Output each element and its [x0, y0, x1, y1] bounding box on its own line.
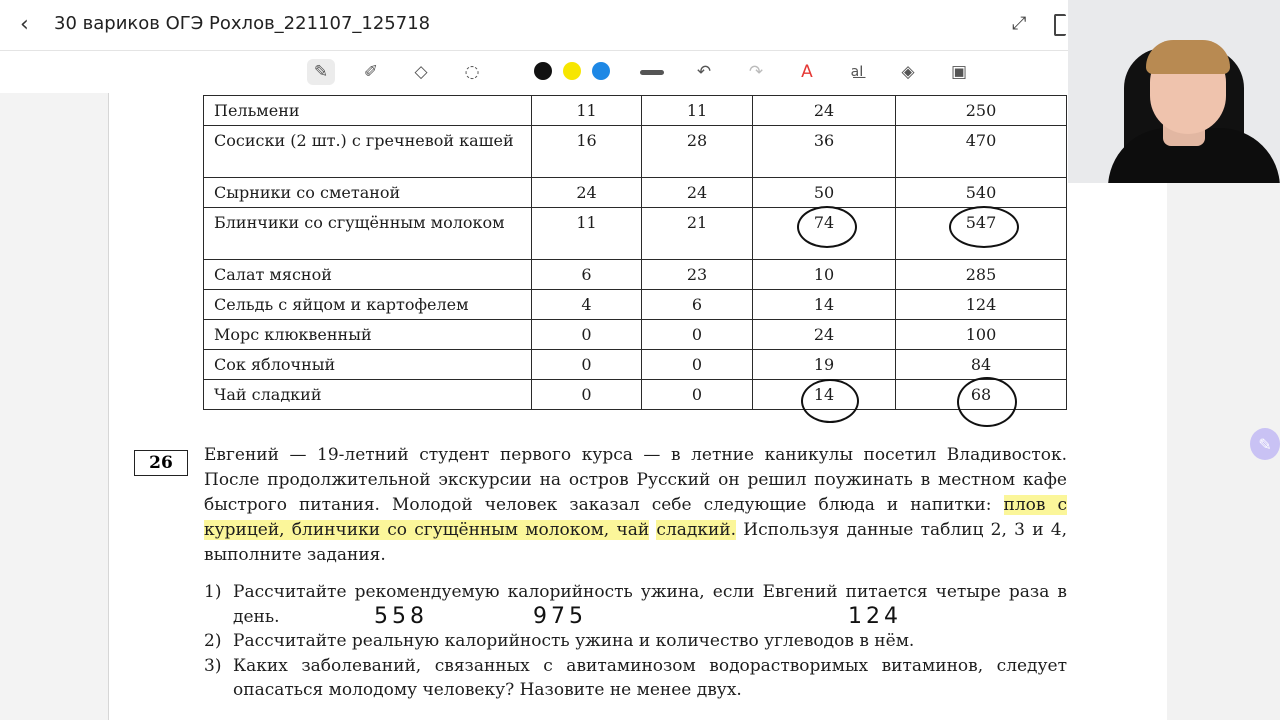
- dish-name-cell: Блинчики со сгущённым молоком: [204, 208, 532, 260]
- value-cell: 0: [532, 350, 642, 380]
- value-cell: 100: [896, 320, 1067, 350]
- value-cell: 0: [642, 380, 753, 410]
- pen-floating-icon[interactable]: ✎: [1250, 428, 1280, 460]
- value-cell: 250: [896, 96, 1067, 126]
- value-cell: 23: [642, 260, 753, 290]
- value-cell: 6: [532, 260, 642, 290]
- value-cell: 547: [896, 208, 1067, 260]
- value-cell: 24: [532, 178, 642, 208]
- stroke-width-icon[interactable]: [640, 70, 664, 75]
- handwritten-number: 124: [848, 604, 902, 629]
- value-cell: 74: [753, 208, 896, 260]
- color-blue-swatch[interactable]: [592, 62, 610, 80]
- task-statement: [204, 443, 1067, 568]
- dish-name-cell: Чай сладкий: [204, 380, 532, 410]
- question-item: [204, 654, 1067, 703]
- value-cell: 0: [642, 350, 753, 380]
- question-text: Каких заболеваний, связанных с авитаминозом водорастворимых витаминов, следует опасаться молодому человеку? Назовите не менее двух.: [233, 655, 1067, 700]
- value-cell: 4: [532, 290, 642, 320]
- question-text: Рассчитайте реальную калорийность ужина и количество углеводов в нём.: [233, 631, 915, 651]
- title-bar: [0, 0, 1068, 51]
- dish-name-cell: Сельдь с яйцом и картофелем: [204, 290, 532, 320]
- value-cell: 11: [642, 96, 753, 126]
- value-cell: 285: [896, 260, 1067, 290]
- handwritten-circle: [957, 377, 1017, 427]
- format-icon[interactable]: a͟I: [850, 64, 864, 80]
- table-row: [204, 320, 1067, 350]
- dish-name-cell: Сосиски (2 шт.) с гречневой кашей: [204, 126, 532, 178]
- handwritten-circle: [797, 206, 857, 248]
- task-text: Используя данные таблиц 2, 3 и 4, выполните задания.: [204, 520, 1067, 565]
- lasso-icon[interactable]: ◌: [464, 62, 480, 82]
- question-number: 2): [204, 631, 222, 651]
- value-cell: 24: [753, 96, 896, 126]
- task-number: 26: [134, 450, 188, 476]
- table-row: [204, 350, 1067, 380]
- redo-icon[interactable]: ↷: [748, 62, 764, 82]
- undo-icon[interactable]: ↶: [696, 62, 712, 82]
- table-row: [204, 260, 1067, 290]
- document-title: 30 вариков ОГЭ Рохлов_221107_125718: [54, 13, 431, 34]
- expand-icon[interactable]: ⤢: [1012, 13, 1027, 34]
- question-list: [204, 580, 1067, 703]
- value-cell: 50: [753, 178, 896, 208]
- value-cell: 21: [642, 208, 753, 260]
- dish-name-cell: Салат мясной: [204, 260, 532, 290]
- back-chevron-icon[interactable]: ‹: [20, 12, 29, 37]
- text-recognize-icon[interactable]: A: [801, 62, 813, 82]
- table-row: [204, 208, 1067, 260]
- value-cell: 28: [642, 126, 753, 178]
- value-cell: 16: [532, 126, 642, 178]
- color-black-swatch[interactable]: [534, 62, 552, 80]
- table-row: [204, 290, 1067, 320]
- value-cell: 540: [896, 178, 1067, 208]
- value-cell: 36: [753, 126, 896, 178]
- table-row: [204, 96, 1067, 126]
- dish-name-cell: Сок яблочный: [204, 350, 532, 380]
- value-cell: 11: [532, 96, 642, 126]
- person-hair-shape: [1146, 40, 1230, 74]
- value-cell: 0: [532, 380, 642, 410]
- task-text: Евгений — 19-летний студент первого курса — в летние каникулы посетил Владивосток. После продолжительной экскурсии на остров Русский он решил поужинать в местном кафе быстрого питания. Молодой человек заказал себе следующие блюда и напитки:: [204, 445, 1067, 515]
- value-cell: 24: [642, 178, 753, 208]
- value-cell: 0: [642, 320, 753, 350]
- value-cell: 84: [896, 350, 1067, 380]
- dish-name-cell: Сырники со сметаной: [204, 178, 532, 208]
- question-number: 1): [204, 582, 222, 602]
- table-row: [204, 126, 1067, 178]
- handwritten-circle: [949, 206, 1019, 248]
- value-cell: 0: [532, 320, 642, 350]
- handwritten-number: 975: [533, 604, 587, 629]
- value-cell: 14: [753, 380, 896, 410]
- value-cell: 68: [896, 380, 1067, 410]
- panel-toggle-icon[interactable]: [1054, 14, 1066, 36]
- value-cell: 6: [642, 290, 753, 320]
- value-cell: 19: [753, 350, 896, 380]
- value-cell: 470: [896, 126, 1067, 178]
- table-row: [204, 178, 1067, 208]
- nutrition-table: [203, 95, 1067, 410]
- value-cell: 124: [896, 290, 1067, 320]
- eraser-icon[interactable]: ◇: [414, 62, 428, 82]
- highlighted-text: плов с курицей, блинчики со сгущённым молоком, чай: [204, 495, 1067, 540]
- value-cell: 10: [753, 260, 896, 290]
- handwritten-number: 558: [374, 604, 428, 629]
- question-item: [204, 580, 1067, 629]
- dish-name-cell: Морс клюквенный: [204, 320, 532, 350]
- pen-icon[interactable]: ✎: [307, 59, 335, 85]
- value-cell: 24: [753, 320, 896, 350]
- lock-icon[interactable]: ▣: [950, 62, 968, 82]
- question-item: [204, 629, 1067, 654]
- webcam-overlay: [1068, 0, 1280, 183]
- table-row: [204, 380, 1067, 410]
- question-text: Рассчитайте рекомендуемую калорийность ужина, если Евгений питается четыре раза в день.: [233, 582, 1067, 627]
- dish-name-cell: Пельмени: [204, 96, 532, 126]
- highlighter-icon[interactable]: ✐: [363, 62, 379, 82]
- highlighted-text: сладкий.: [656, 520, 737, 540]
- handwritten-circle: [801, 379, 859, 423]
- shapes-icon[interactable]: ◈: [901, 62, 915, 82]
- value-cell: 11: [532, 208, 642, 260]
- question-number: 3): [204, 655, 222, 676]
- color-yellow-swatch[interactable]: [563, 62, 581, 80]
- value-cell: 14: [753, 290, 896, 320]
